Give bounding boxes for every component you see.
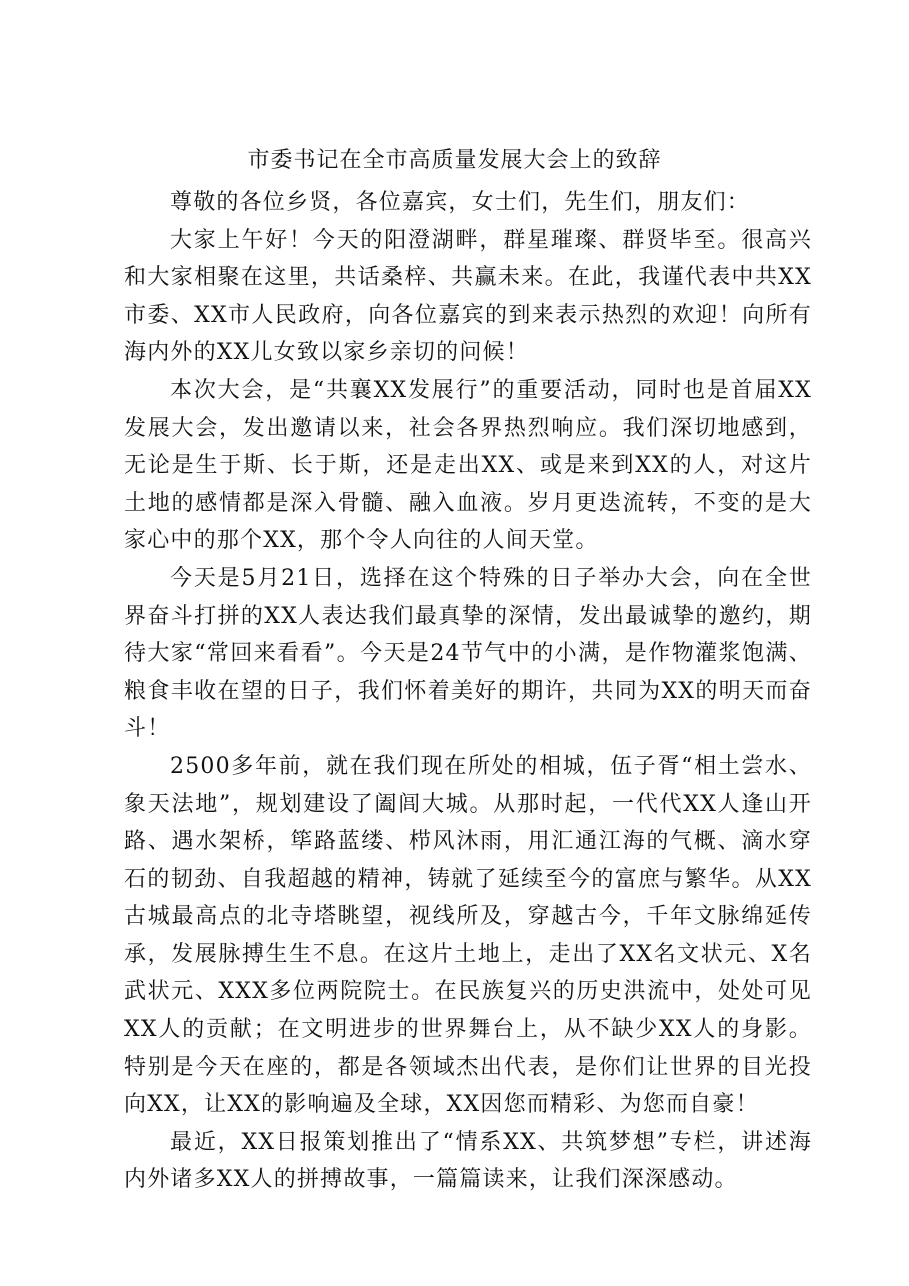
- body-paragraph: 今天是5月21日，选择在这个特殊的日子举办大会，向在全世界奋斗打拼的XX人表达我们最真挚的深情，发出最诚挚的邀约，期待大家“常回来看看”。今天是24节气中的小满，是作物灌浆饱满、粮食丰收在望的日子，我们怀着美好的期许，共同为XX的明天而奋斗！: [124, 565, 812, 742]
- body-paragraph: 本次大会，是“共襄XX发展行”的重要活动，同时也是首届XX发展大会，发出邀请以来，社会各界热烈响应。我们深切地感到，无论是生于斯、长于斯，还是走出XX、或是来到XX的人，对这片土地的感情都是深入骨髓、融入血液。岁月更迭流转，不变的是大家心中的那个XX，那个令人向往的人间天堂。: [124, 377, 812, 554]
- document-body: [124, 184, 812, 1199]
- salutation-paragraph: 尊敬的各位乡贤，各位嘉宾，女士们，先生们，朋友们：: [170, 190, 751, 215]
- document-title: 市委书记在全市高质量发展大会上的致辞: [247, 148, 662, 173]
- body-paragraph: 大家上午好！今天的阳澄湖畔，群星璀璨、群贤毕至。很高兴和大家相聚在这里，共话桑梓、共赢未来。在此，我谨代表中共XX市委、XX市人民政府，向各位嘉宾的到来表示热烈的欢迎！向所有海内外的XX儿女致以家乡亲切的问候！: [124, 227, 812, 366]
- body-paragraph: 最近，XX日报策划推出了“情系XX、共筑梦想”专栏，讲述海内外诸多XX人的拼搏故事，一篇篇读来，让我们深深感动。: [124, 1129, 812, 1193]
- body-paragraph: 2500多年前，就在我们现在所处的相城，伍子胥“相土尝水、象天法地”，规划建设了阖闾大城。从那时起，一代代XX人逢山开路、遇水架桥，筚路蓝缕、栉风沐雨，用汇通江海的气概、滴水穿石的韧劲、自我超越的精神，铸就了延续至今的富庶与繁华。从XX古城最高点的北寺塔眺望，视线所及，穿越古今，千年文脉绵延传承，发展脉搏生生不息。在这片土地上，走出了XX名文状元、X名武状元、XXX多位两院院士。在民族复兴的历史洪流中，处处可见XX人的贡献；在文明进步的世界舞台上，从不缺少XX人的身影。特别是今天在座的，都是各领域杰出代表，是你们让世界的目光投向XX，让XX的影响遍及全球，XX因您而精彩、为您而自豪！: [124, 753, 812, 1118]
